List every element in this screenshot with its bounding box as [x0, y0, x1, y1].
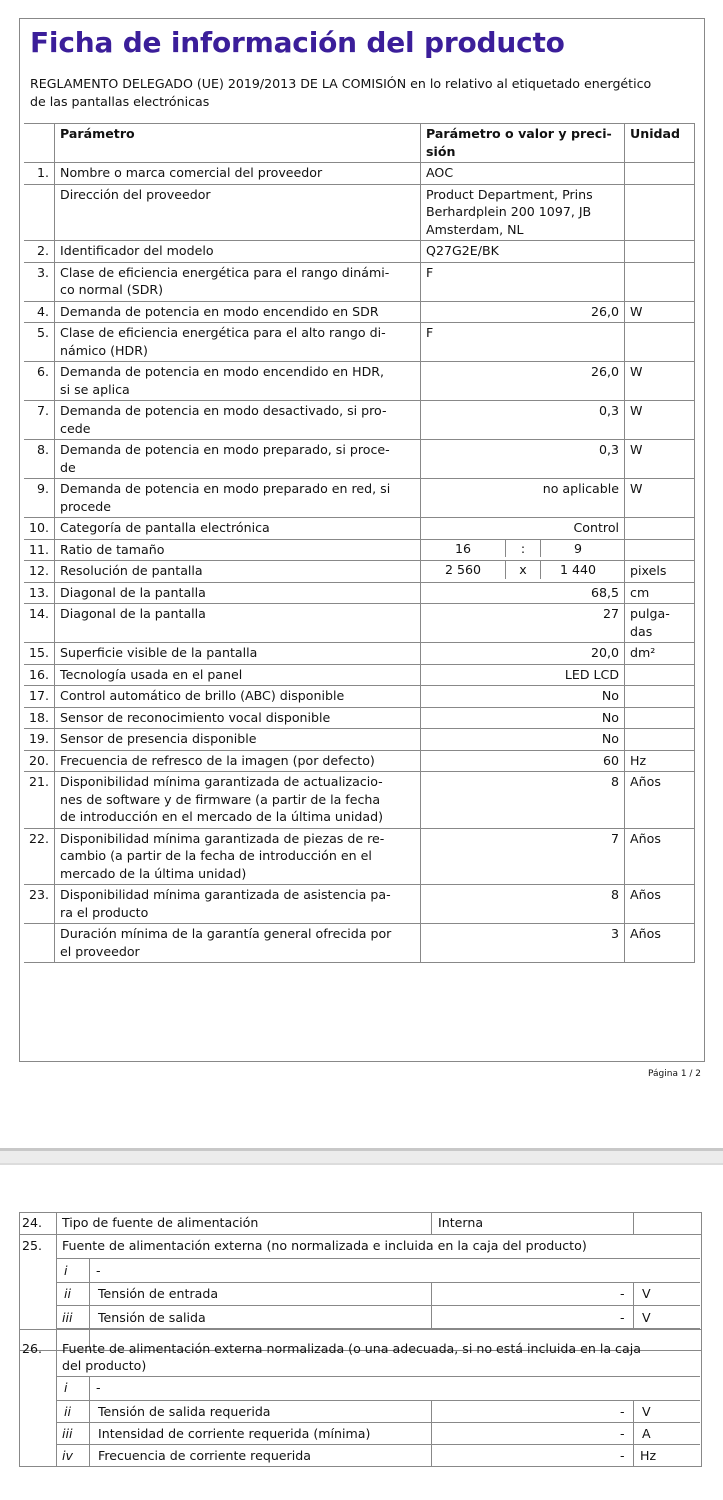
- table-row: 2. Identificador del modelo Q27G2E/BK: [24, 241, 695, 263]
- table-row: 13. Diagonal de la pantalla 68,5 cm: [24, 582, 695, 604]
- page-number: Página 1 / 2: [648, 1069, 702, 1079]
- table-row: 23. Disponibilidad mínima garantizada de asistencia pa- ra el producto 8 Años: [24, 885, 695, 924]
- table-row: 6. Demanda de potencia en modo encendido en HDR, si se aplica 26,0 W: [24, 362, 695, 401]
- table-row: 10. Categoría de pantalla electrónica Control: [24, 518, 695, 540]
- table-row: Dirección del proveedor Product Department, Prins Berhardplein 200 1097, JB Amsterdam, NL: [24, 184, 695, 241]
- header-param: Parámetro: [55, 124, 421, 163]
- table-row: 15. Superficie visible de la pantalla 20,0 dm²: [24, 643, 695, 665]
- table-row: 7. Demanda de potencia en modo desactivado, si pro- cede 0,3 W: [24, 401, 695, 440]
- table-row: 20. Frecuencia de refresco de la imagen (por defecto) 60 Hz: [24, 750, 695, 772]
- table-row: 1. Nombre o marca comercial del proveedor AOC: [24, 163, 695, 185]
- table-row: 9. Demanda de potencia en modo preparado en red, si procede no aplicable W: [24, 479, 695, 518]
- table-row: 22. Disponibilidad mínima garantizada de piezas de re- cambio (a partir de la fecha de introducción en el mercado de la última unidad) 7 Años: [24, 828, 695, 885]
- table-row: 14. Diagonal de la pantalla 27 pulga- das: [24, 604, 695, 643]
- table-row: 17. Control automático de brillo (ABC) disponible No: [24, 686, 695, 708]
- table-row: 11. Ratio de tamaño 16 : 9: [24, 539, 695, 561]
- regulation-subtitle: REGLAMENTO DELEGADO (UE) 2019/2013 DE LA COMISIÓN en lo relativo al etiquetado energético de las pantallas electrónicas: [30, 76, 652, 109]
- page-title: Ficha de información del producto: [30, 26, 565, 59]
- header-unit: Unidad: [625, 124, 695, 163]
- table-row: 16. Tecnología usada en el panel LED LCD: [24, 664, 695, 686]
- table-row: 3. Clase de eficiencia energética para el rango dinámi- co normal (SDR) F: [24, 262, 695, 301]
- table-row: 8. Demanda de potencia en modo preparado, si proce- de 0,3 W: [24, 440, 695, 479]
- table-row: 21. Disponibilidad mínima garantizada de actualizacio- nes de software y de firmware (a partir de la fecha de introducción en el mercado de la última unidad) 8 Años: [24, 772, 695, 829]
- page-gap: [0, 1151, 723, 1163]
- table-row: 19. Sensor de presencia disponible No: [24, 729, 695, 751]
- table-row: 5. Clase de eficiencia energética para el alto rango di- námico (HDR) F: [24, 323, 695, 362]
- product-info-table: [24, 123, 695, 963]
- table-header: [24, 124, 695, 163]
- table-row: Duración mínima de la garantía general ofrecida por el proveedor 3 Años: [24, 924, 695, 963]
- table-row: 4. Demanda de potencia en modo encendido en SDR 26,0 W: [24, 301, 695, 323]
- table-row: 12. Resolución de pantalla 2 560 x 1 440 pixels: [24, 561, 695, 583]
- table-row: 18. Sensor de reconocimiento vocal disponible No: [24, 707, 695, 729]
- page-2: 24. Tipo de fuente de alimentación Interna 25. Fuente de alimentación externa (no normalizada e incluida en la caja del producto) i - ii Tensión de entrada - V iii Tensión de salida - V 26. Fuente de alimentación externa normalizada (o una adecuada, si no está incluida en la caja del producto) i - ii Tensión de salida requerida - V iii Intensidad de corriente requerida (mínima) - A iv Frecuencia de corriente requerida - Hz: [0, 1165, 723, 1500]
- header-value: Parámetro o valor y preci- sión: [421, 124, 625, 163]
